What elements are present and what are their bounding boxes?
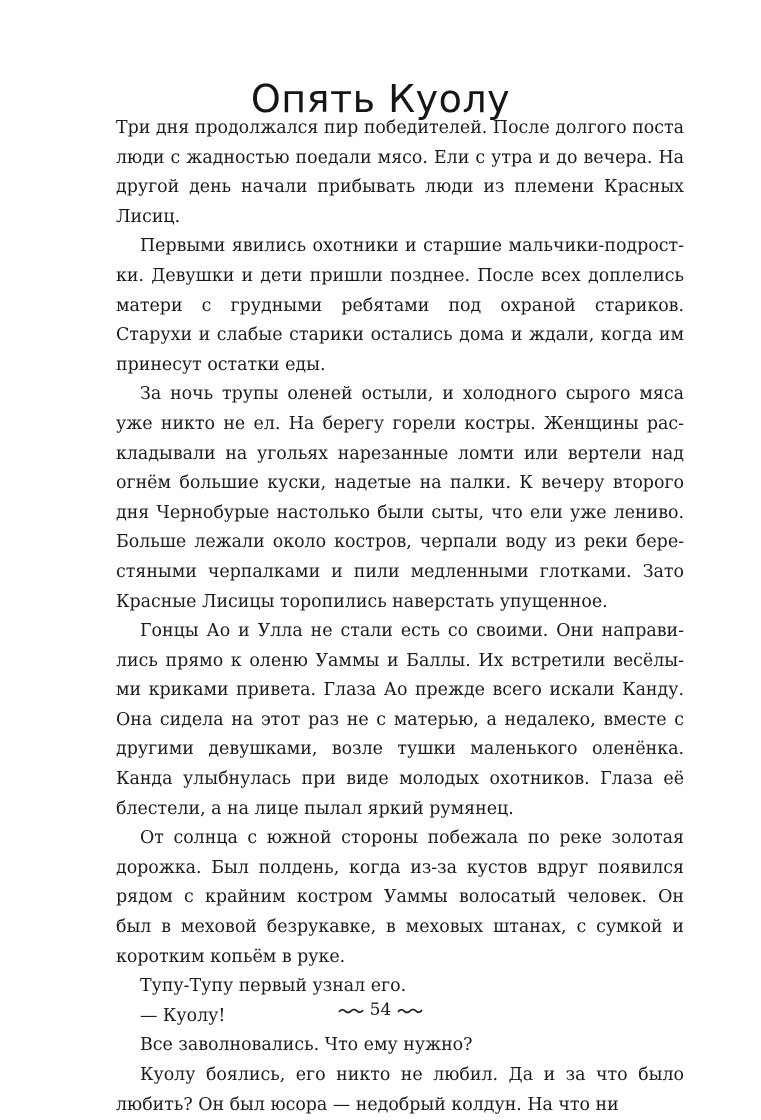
paragraph: Три дня продолжался пир победителей. После долгого поста люди с жадностью поедали мясо. Ели с утра и до вечера. На другой день начали прибывать люди из племени Красных Лисиц. xyxy=(116,118,684,227)
paragraph: Гонцы Ао и Улла не стали есть со своими. Они направились прямо к оленю Уаммы и Баллы. Их встретили весёлыми криками привета. Глаза Ао прежде всего искали Канду. Она сидела на этот раз не с матерью, а недалеко, вместе с другими девушками, возле тушки маленького оленёнка. Канда улыбнулась при виде молодых охотников. Глаза её блестели, а на лице пылал яркий румянец. xyxy=(116,621,684,819)
paragraph: Тупу-Тупу первый узнал его. xyxy=(140,976,407,997)
paragraph: Все заволновались. Что ему нужно? xyxy=(140,1035,473,1056)
tilde-flourish-icon xyxy=(397,1006,423,1016)
paragraph: За ночь трупы оленей остыли, и холодного сырого мяса уже никто не ел. На берегу горели костры. Женщины раскладывали на угольях нарезанные ломти или вертели над огнём большие куски, надетые на палки. К вечеру второго дня Чернобурые настолько были сыты, что ели уже лениво. Больше лежали около костров, черпали воду из реки берестяными черпалками и пили медленными глотками. Зато Красные Лисицы торопились наверстать упущенное. xyxy=(116,384,684,612)
chapter-title: Опять Куолу xyxy=(250,77,511,122)
body-text xyxy=(116,114,684,1120)
paragraph: От солнца с южной стороны побежала по реке золотая дорожка. Был полдень, когда из-за кустов вдруг появился рядом с крайним костром Уаммы волосатый человек. Он был в меховой безрукавке, в меховых штанах, с сумкой и коротким копьём в руке. xyxy=(116,828,684,967)
page-footer xyxy=(0,1000,761,1020)
paragraph: — Куолу! xyxy=(140,1005,226,1026)
page-number: 54 xyxy=(369,1000,392,1020)
tilde-flourish-icon xyxy=(338,1006,364,1016)
paragraph: Куолу боялись, его никто не любил. Да и за что было любить? Он был юсора — недобрый колдун. На что ни xyxy=(116,1065,684,1115)
paragraph: Первыми явились охотники и старшие мальчики-подростки. Девушки и дети пришли позднее. После всех доплелись матери с грудными ребятами под охраной стариков. Старухи и слабые старики остались дома и ждали, когда им принесут остатки еды. xyxy=(116,236,684,375)
